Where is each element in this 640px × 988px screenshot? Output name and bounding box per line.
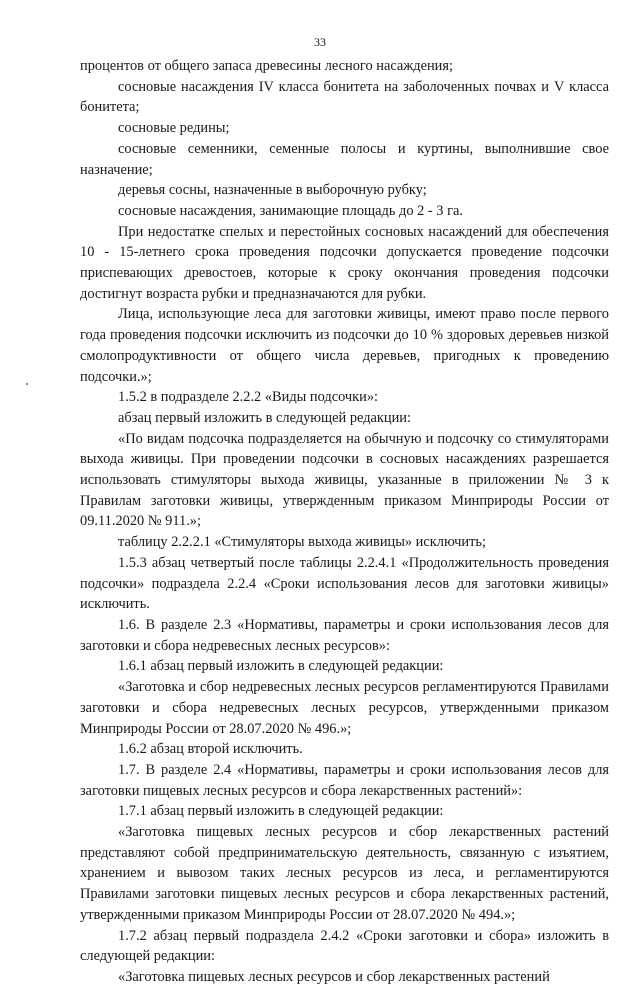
paragraph: деревья сосны, назначенные в выборочную рубку; (118, 182, 427, 199)
paragraph: 1.7.1 абзац первый изложить в следующей редакции: (118, 803, 444, 820)
paragraph: Лица, использующие леса для заготовки живицы, имеют право после первого года проведения подсочки исключить из подсочки до 10 % здоровых деревьев низкой смолопродуктивности от общего числа деревьев, пригодных к проведению подсочки.»; (80, 306, 609, 385)
page-number: 33 (314, 35, 326, 49)
paragraph: «По видам подсочка подразделяется на обычную и подсочку со стимуляторами выхода живицы. При проведении подсочки в сосновых насаждениях разрешается использовать стимуляторы выхода живицы, указанные в приложении № 3 к Правилам заготовки живицы, утвержденным приказом Минприроды России от 09.11.2020 № 911.»; (80, 430, 609, 530)
margin-mark (26, 383, 28, 385)
paragraph: 1.6.2 абзац второй исключить. (118, 741, 303, 758)
paragraph: При недостатке спелых и перестойных сосновых насаждений для обеспечения 10 - 15-летнего срока проведения подсочки допускается проведение подсочки приспевающих древостоев, которые к сроку окончания проведения подсочки достигнут возраста рубки и предназначаются для рубки. (80, 223, 609, 302)
paragraph: «Заготовка пищевых лесных ресурсов и сбор лекарственных растений (118, 968, 550, 985)
paragraph: процентов от общего запаса древесины лесного насаждения; (80, 58, 453, 74)
document-body (80, 56, 609, 988)
paragraph: таблицу 2.2.2.1 «Стимуляторы выхода живицы» исключить; (118, 534, 486, 551)
paragraph: «Заготовка пищевых лесных ресурсов и сбор лекарственных растений представляют собой предпринимательскую деятельность, связанную с изъятием, хранением и вывозом таких лесных ресурсов из леса, и регламентируются Правилами заготовки пищевых лесных ресурсов и сбора лекарственных растений, утвержденными приказом Минприроды России от 28.07.2020 № 494.»; (80, 824, 609, 923)
paragraph: 1.6.1 абзац первый изложить в следующей редакции: (118, 658, 444, 675)
paragraph: 1.5.2 в подразделе 2.2.2 «Виды подсочки»: (118, 389, 379, 406)
paragraph: 1.6. В разделе 2.3 «Нормативы, параметры и сроки использования лесов для заготовки и сбора недревесных лесных ресурсов»: (80, 616, 609, 654)
paragraph: сосновые насаждения, занимающие площадь до 2 - 3 га. (118, 202, 463, 219)
paragraph: абзац первый изложить в следующей редакции: (118, 409, 412, 426)
paragraph: сосновые редины; (118, 120, 230, 137)
paragraph: 1.7.2 абзац первый подраздела 2.4.2 «Сроки заготовки и сбора» изложить в следующей редакции: (80, 927, 609, 965)
paragraph: 1.5.3 абзац четвертый после таблицы 2.2.4.1 «Продолжительность проведения подсочки» подраздела 2.2.4 «Сроки использования лесов для заготовки живицы» исключить. (80, 554, 609, 613)
paragraph: сосновые насаждения IV класса бонитета на заболоченных почвах и V класса бонитета; (80, 78, 609, 116)
paragraph: сосновые семенники, семенные полосы и куртины, выполнившие свое назначение; (80, 140, 609, 178)
paragraph: «Заготовка и сбор недревесных лесных ресурсов регламентируются Правилами заготовки и сбора недревесных лесных ресурсов, утвержденными приказом Минприроды России от 28.07.2020 № 496.»; (80, 679, 609, 737)
paragraph: 1.7. В разделе 2.4 «Нормативы, параметры и сроки использования лесов для заготовки пищевых лесных ресурсов и сбора лекарственных растений»: (80, 761, 609, 799)
